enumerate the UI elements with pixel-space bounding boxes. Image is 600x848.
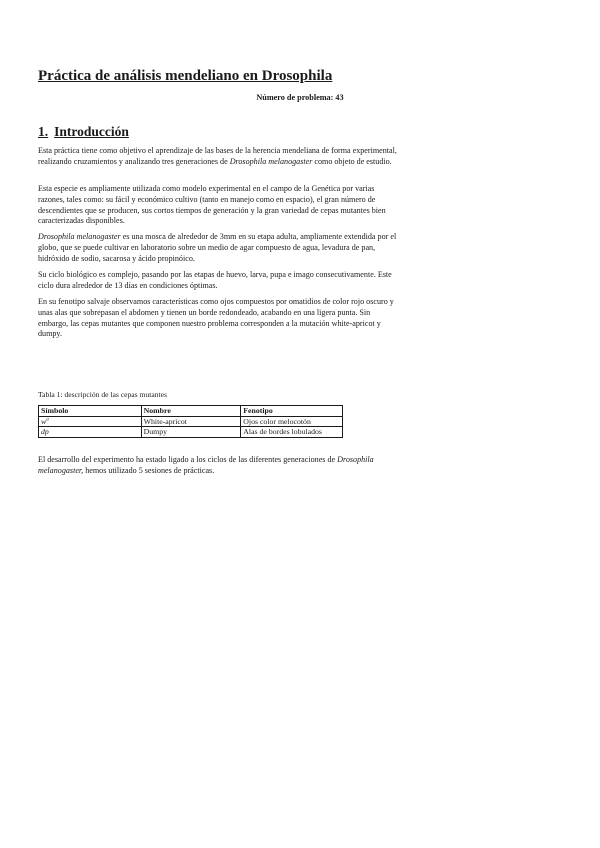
closing-paragraph (38, 455, 398, 477)
mutant-strains-table (38, 405, 343, 438)
table-row (39, 427, 343, 438)
intro-paragraph-5: En su fenotipo salvaje observamos características como ojos compuestos por omatidios de color rojo oscuro y unas alas que sobrepasan el abdomen y tienen un borde redondeado, acabando en una ligera punta. Sin embargo, las cepas mutantes que componen nuestro problema corresponden a la mutación white-apricot y dumpy. (38, 297, 394, 339)
symbol-cell (39, 416, 142, 427)
table-row (39, 416, 343, 427)
intro-paragraph-4: Su ciclo biológico es complejo, pasando por las etapas de huevo, larva, pupa e imago consecutivamente. Este ciclo dura alrededor de 13 días en condiciones óptimas. (38, 270, 392, 290)
problem-number: Número de problema: 43 (256, 93, 344, 102)
table-caption: Tabla 1: descripción de las cepas mutantes (38, 390, 167, 399)
paragraph-text: Esta práctica tiene como objetivo el aprendizaje de las bases de la herencia mendeliana de forma experimental, realizando cruzamientos y analizando tres generaciones de (38, 146, 397, 166)
species-name: Drosophila melanogaster (229, 156, 313, 166)
intro-paragraph-2: Esta especie es ampliamente utilizada como modelo experimental en el campo de la Genética por varias razones, tales como: su fácil y económico cultivo (tanto en manejo como en espacio), el gran número de descendientes que se producen, sus cortos tiempos de generación y la gran variedad de cepas mutantes bien caracterizadas disponibles. (38, 184, 386, 226)
section-heading (38, 124, 129, 140)
document-title: Práctica de análisis mendeliano en Drosophila (38, 68, 333, 84)
species-name: Drosophila melanogaster, (38, 455, 374, 475)
phenotype-cell: Ojos color melocotón (241, 416, 343, 427)
name-cell: White-apricot (141, 416, 241, 427)
table-header-row (39, 406, 343, 417)
column-header-phenotype: Fenotipo (241, 406, 343, 417)
paragraph-text: como objeto de estudio. (312, 156, 392, 166)
column-header-name: Nombre (141, 406, 241, 417)
symbol-superscript: a (46, 416, 49, 422)
name-cell: Dumpy (141, 427, 241, 438)
species-name: Drosophila melanogaster (38, 232, 121, 241)
paragraph-text: hemos utilizado 5 sesiones de prácticas. (83, 465, 215, 475)
section-number: 1. (38, 124, 49, 139)
paragraph-text: es una mosca de alrededor de 3mm en su etapa adulta, ampliamente extendida por el globo, que se puede cultivar en laboratorio sobre un medio de agar compuesto de agua, levadura de pan, hidróxido de sodio, sacarosa y ácido propinóico. (38, 232, 397, 263)
column-header-symbol: Símbolo (39, 406, 142, 417)
phenotype-cell: Alas de bordes lobulados (241, 427, 343, 438)
intro-paragraph-1 (38, 146, 398, 168)
symbol-text: dp (41, 427, 49, 436)
section-title: Introducción (54, 124, 129, 139)
paragraph-text: El desarrollo del experimento ha estado ligado a los ciclos de las diferentes generaciones de (38, 455, 338, 464)
symbol-cell (39, 427, 142, 438)
symbol-text: w (41, 416, 47, 426)
intro-paragraph-3 (38, 232, 398, 264)
